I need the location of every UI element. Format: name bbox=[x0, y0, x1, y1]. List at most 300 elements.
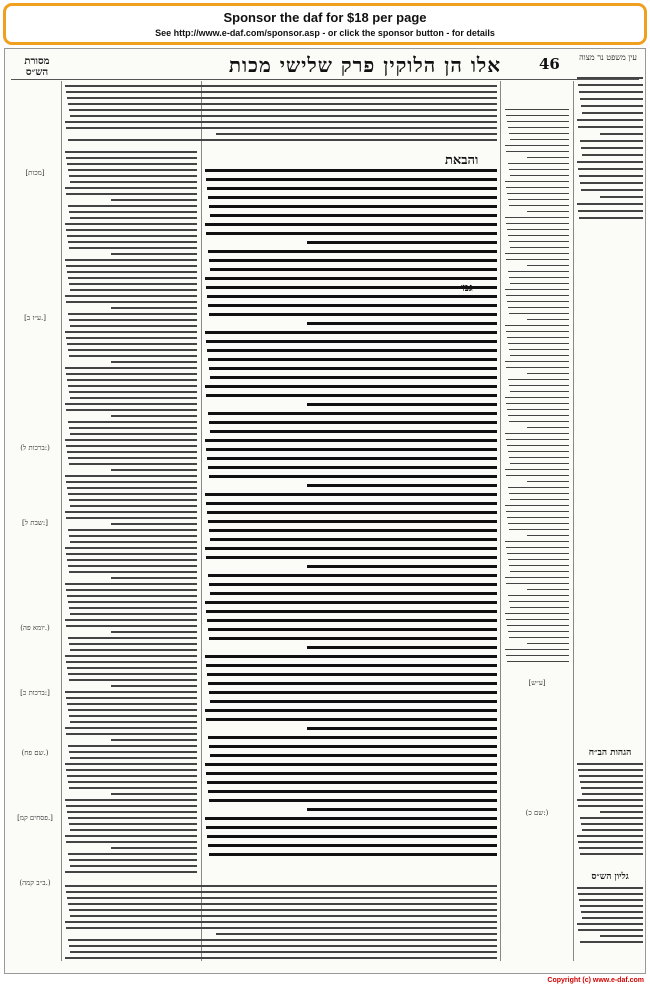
text-line bbox=[581, 911, 643, 913]
text-line bbox=[508, 451, 569, 452]
text-line bbox=[506, 259, 569, 260]
text-line bbox=[65, 151, 197, 153]
text-line bbox=[505, 289, 569, 290]
text-line bbox=[206, 340, 497, 343]
text-line bbox=[68, 421, 197, 423]
text-line bbox=[577, 203, 643, 205]
text-line bbox=[510, 175, 569, 176]
text-line bbox=[510, 571, 569, 572]
text-line bbox=[509, 601, 569, 602]
text-line bbox=[577, 923, 643, 925]
text-line bbox=[506, 331, 569, 332]
margin-note: (ברכות ל:) bbox=[20, 444, 50, 452]
text-line bbox=[66, 891, 497, 893]
text-line bbox=[577, 119, 643, 121]
margin-note: (שם כ:) bbox=[525, 809, 549, 817]
text-line bbox=[582, 829, 643, 831]
text-line bbox=[208, 682, 497, 685]
text-line bbox=[578, 210, 643, 212]
text-line bbox=[577, 799, 643, 801]
text-line bbox=[208, 574, 497, 577]
text-line bbox=[506, 367, 569, 368]
gilyon-notes bbox=[577, 887, 643, 947]
text-line bbox=[582, 793, 643, 795]
column-divider-inner-left bbox=[201, 81, 202, 961]
text-line bbox=[210, 538, 497, 541]
text-line bbox=[65, 475, 197, 477]
text-line bbox=[68, 637, 197, 639]
text-line bbox=[527, 589, 569, 590]
text-line bbox=[209, 421, 497, 424]
text-line bbox=[66, 193, 197, 195]
text-line bbox=[505, 541, 569, 542]
sponsor-banner[interactable] bbox=[3, 3, 647, 45]
text-line bbox=[68, 601, 197, 603]
text-line bbox=[207, 511, 497, 514]
text-line bbox=[206, 664, 497, 667]
text-line bbox=[66, 625, 197, 627]
text-line bbox=[210, 376, 497, 379]
text-line bbox=[206, 556, 497, 559]
text-line bbox=[66, 769, 197, 771]
text-line bbox=[582, 917, 643, 919]
text-line bbox=[207, 457, 497, 460]
hagahot-notes bbox=[577, 763, 643, 863]
text-line bbox=[65, 259, 197, 261]
text-line bbox=[577, 161, 643, 163]
text-line bbox=[69, 247, 197, 249]
text-line bbox=[68, 313, 197, 315]
text-line bbox=[505, 433, 569, 434]
text-line bbox=[307, 565, 497, 568]
text-line bbox=[209, 583, 497, 586]
margin-note: [מכות] bbox=[25, 169, 45, 177]
text-line bbox=[65, 691, 197, 693]
chapter-title: אלו הן הלוקין פרק שלישי מכות bbox=[228, 53, 502, 77]
sponsor-banner-title: Sponsor the daf for $18 per page bbox=[223, 10, 427, 25]
text-line bbox=[307, 322, 497, 325]
text-line bbox=[581, 189, 643, 191]
text-line bbox=[510, 607, 569, 608]
text-line bbox=[506, 151, 569, 152]
text-line bbox=[581, 105, 643, 107]
text-line bbox=[505, 577, 569, 578]
masoret-hashas-heading: מסורת הש״ס bbox=[24, 56, 50, 78]
text-line bbox=[506, 439, 569, 440]
text-line bbox=[581, 147, 643, 149]
text-line bbox=[580, 905, 643, 907]
text-line bbox=[69, 355, 197, 357]
text-line bbox=[68, 939, 497, 941]
text-line bbox=[205, 493, 497, 496]
text-line bbox=[66, 733, 197, 735]
text-line bbox=[577, 763, 643, 765]
margin-note: [שבת ל:] bbox=[22, 519, 48, 527]
text-line bbox=[65, 871, 197, 873]
text-line bbox=[507, 409, 569, 410]
text-line bbox=[205, 331, 497, 334]
text-line bbox=[506, 403, 569, 404]
text-line bbox=[66, 445, 197, 447]
copyright-link[interactable]: Copyright (c) www.e-daf.com bbox=[547, 977, 644, 984]
text-line bbox=[205, 277, 497, 280]
text-line bbox=[65, 619, 197, 621]
text-line bbox=[70, 915, 497, 917]
text-line bbox=[69, 109, 497, 111]
text-line bbox=[69, 859, 197, 861]
text-line bbox=[207, 295, 497, 298]
text-line bbox=[508, 559, 569, 560]
text-line bbox=[207, 781, 497, 784]
rashi-commentary-bottom bbox=[65, 885, 497, 965]
text-line bbox=[65, 295, 197, 297]
text-line bbox=[206, 772, 497, 775]
text-line bbox=[579, 775, 643, 777]
text-line bbox=[506, 295, 569, 296]
text-line bbox=[66, 661, 197, 663]
text-line bbox=[527, 643, 569, 644]
text-line bbox=[69, 175, 197, 177]
text-line bbox=[67, 271, 197, 273]
text-line bbox=[581, 787, 643, 789]
text-line bbox=[506, 475, 569, 476]
text-line bbox=[505, 469, 569, 470]
text-line bbox=[68, 385, 197, 387]
text-line bbox=[65, 547, 197, 549]
text-line bbox=[509, 493, 569, 494]
text-line bbox=[508, 235, 569, 236]
text-line bbox=[68, 781, 197, 783]
text-line bbox=[581, 823, 643, 825]
text-line bbox=[507, 625, 569, 626]
text-line bbox=[70, 757, 197, 759]
text-line bbox=[507, 121, 569, 122]
text-line bbox=[579, 91, 643, 93]
text-line bbox=[507, 229, 569, 230]
text-line bbox=[208, 466, 497, 469]
text-line bbox=[66, 409, 197, 411]
text-line bbox=[65, 511, 197, 513]
text-line bbox=[206, 502, 497, 505]
text-line bbox=[578, 805, 643, 807]
text-line bbox=[66, 337, 197, 339]
text-line bbox=[505, 217, 569, 218]
text-line bbox=[68, 103, 497, 105]
text-line bbox=[507, 445, 569, 446]
text-line bbox=[506, 223, 569, 224]
text-line bbox=[111, 361, 197, 363]
text-line bbox=[70, 115, 497, 117]
text-line bbox=[68, 903, 497, 905]
text-line bbox=[69, 571, 197, 573]
sponsor-banner-link[interactable]: See http://www.e-daf.com/sponsor.asp - or click the sponsor button - for details bbox=[155, 28, 495, 38]
text-line bbox=[65, 835, 197, 837]
text-line bbox=[205, 547, 497, 550]
text-line bbox=[67, 775, 197, 777]
text-line bbox=[510, 139, 569, 140]
text-line bbox=[69, 499, 197, 501]
text-line bbox=[307, 646, 497, 649]
text-line bbox=[216, 933, 497, 935]
text-line bbox=[205, 709, 497, 712]
text-line bbox=[509, 565, 569, 566]
text-line bbox=[505, 361, 569, 362]
text-line bbox=[580, 781, 643, 783]
text-line bbox=[70, 433, 197, 435]
text-line bbox=[66, 127, 497, 129]
text-line bbox=[505, 253, 569, 254]
text-line bbox=[580, 853, 643, 855]
text-line bbox=[66, 157, 197, 159]
text-line bbox=[210, 754, 497, 757]
text-line bbox=[208, 628, 497, 631]
text-line bbox=[578, 84, 643, 86]
text-line bbox=[111, 577, 197, 579]
text-line bbox=[527, 265, 569, 266]
text-line bbox=[65, 187, 197, 189]
text-line bbox=[67, 703, 197, 705]
text-line bbox=[508, 343, 569, 344]
text-line bbox=[508, 631, 569, 632]
text-line bbox=[68, 529, 197, 531]
text-line bbox=[67, 379, 197, 381]
text-line bbox=[508, 307, 569, 308]
text-line bbox=[111, 739, 197, 741]
text-line bbox=[69, 643, 197, 645]
text-line bbox=[66, 697, 197, 699]
margin-note: (ב״ב קמה.) bbox=[19, 879, 51, 887]
text-line bbox=[208, 736, 497, 739]
text-line bbox=[67, 163, 197, 165]
text-line bbox=[65, 655, 197, 657]
text-line bbox=[307, 403, 497, 406]
text-line bbox=[507, 517, 569, 518]
text-line bbox=[307, 808, 497, 811]
text-line bbox=[70, 613, 197, 615]
text-line bbox=[68, 493, 197, 495]
text-line bbox=[505, 109, 569, 110]
text-line bbox=[205, 385, 497, 388]
text-line bbox=[65, 223, 197, 225]
text-line bbox=[509, 277, 569, 278]
text-line bbox=[69, 463, 197, 465]
text-line bbox=[508, 523, 569, 524]
text-line bbox=[206, 394, 497, 397]
text-line bbox=[67, 667, 197, 669]
margin-note: (יומא פה.) bbox=[20, 624, 50, 632]
ein-mishpat-heading: עין משפט נר מצוה bbox=[579, 53, 637, 62]
text-line bbox=[508, 127, 569, 128]
text-line bbox=[70, 217, 197, 219]
text-line bbox=[510, 355, 569, 356]
text-line bbox=[205, 169, 497, 172]
text-line bbox=[509, 133, 569, 134]
text-line bbox=[69, 909, 497, 911]
text-line bbox=[208, 196, 497, 199]
header-divider bbox=[11, 79, 639, 80]
text-line bbox=[69, 535, 197, 537]
text-line bbox=[69, 319, 197, 321]
text-line bbox=[510, 247, 569, 248]
text-line bbox=[65, 957, 497, 959]
text-line bbox=[208, 520, 497, 523]
text-line bbox=[206, 232, 497, 235]
text-line bbox=[70, 505, 197, 507]
text-line bbox=[68, 457, 197, 459]
text-line bbox=[68, 745, 197, 747]
text-line bbox=[65, 85, 497, 87]
text-line bbox=[307, 727, 497, 730]
text-line bbox=[505, 325, 569, 326]
text-line bbox=[209, 475, 497, 478]
text-line bbox=[509, 421, 569, 422]
text-line bbox=[207, 619, 497, 622]
text-line bbox=[70, 649, 197, 651]
text-line bbox=[505, 613, 569, 614]
text-line bbox=[507, 661, 569, 662]
text-line bbox=[600, 133, 643, 135]
text-line bbox=[206, 286, 497, 289]
text-line bbox=[70, 289, 197, 291]
text-line bbox=[68, 349, 197, 351]
text-line bbox=[505, 505, 569, 506]
text-line bbox=[208, 844, 497, 847]
rashi-side-column bbox=[505, 109, 569, 669]
text-line bbox=[65, 439, 197, 441]
text-line bbox=[600, 935, 643, 937]
text-line bbox=[66, 517, 197, 519]
text-line bbox=[70, 829, 197, 831]
text-line bbox=[508, 595, 569, 596]
text-line bbox=[580, 140, 643, 142]
rashi-commentary-top bbox=[65, 85, 497, 147]
gemara-main-text bbox=[205, 169, 497, 869]
text-line bbox=[68, 817, 197, 819]
text-line bbox=[579, 175, 643, 177]
text-line bbox=[577, 887, 643, 889]
text-line bbox=[509, 313, 569, 314]
text-line bbox=[205, 763, 497, 766]
text-line bbox=[506, 187, 569, 188]
text-line bbox=[66, 927, 497, 929]
text-line bbox=[205, 601, 497, 604]
text-line bbox=[579, 899, 643, 901]
text-line bbox=[67, 559, 197, 561]
text-line bbox=[577, 77, 643, 79]
text-line bbox=[66, 301, 197, 303]
text-line bbox=[69, 945, 497, 947]
margin-note: [פסחים קמ.] bbox=[17, 814, 53, 822]
text-line bbox=[510, 283, 569, 284]
margin-note: [ע״ש] bbox=[528, 679, 546, 687]
talmud-page bbox=[4, 48, 646, 974]
text-line bbox=[68, 205, 197, 207]
text-line bbox=[307, 484, 497, 487]
text-line bbox=[508, 379, 569, 380]
text-line bbox=[66, 229, 197, 231]
text-line bbox=[65, 885, 497, 887]
text-line bbox=[508, 163, 569, 164]
text-line bbox=[508, 487, 569, 488]
margin-note: (שם פח.) bbox=[21, 749, 49, 757]
text-line bbox=[207, 835, 497, 838]
text-line bbox=[65, 121, 497, 123]
text-line bbox=[210, 214, 497, 217]
text-line bbox=[66, 373, 197, 375]
text-line bbox=[70, 181, 197, 183]
text-line bbox=[68, 709, 197, 711]
text-line bbox=[509, 529, 569, 530]
text-line bbox=[66, 589, 197, 591]
text-line bbox=[65, 367, 197, 369]
text-line bbox=[506, 511, 569, 512]
text-line bbox=[67, 343, 197, 345]
column-divider-inner-right bbox=[500, 81, 501, 961]
text-line bbox=[65, 921, 497, 923]
text-line bbox=[578, 769, 643, 771]
margin-note: [ברכות כ:] bbox=[20, 689, 50, 697]
text-line bbox=[210, 430, 497, 433]
text-line bbox=[70, 721, 197, 723]
text-line bbox=[70, 397, 197, 399]
text-line bbox=[210, 592, 497, 595]
text-line bbox=[209, 745, 497, 748]
column-divider-left bbox=[61, 81, 62, 961]
text-line bbox=[206, 826, 497, 829]
text-line bbox=[70, 951, 497, 953]
text-line bbox=[111, 847, 197, 849]
text-line bbox=[111, 631, 197, 633]
text-line bbox=[578, 893, 643, 895]
text-line bbox=[509, 385, 569, 386]
text-line bbox=[600, 196, 643, 198]
text-line bbox=[578, 929, 643, 931]
text-line bbox=[527, 373, 569, 374]
text-line bbox=[527, 427, 569, 428]
text-line bbox=[209, 853, 497, 856]
text-line bbox=[505, 397, 569, 398]
text-line bbox=[508, 199, 569, 200]
dibur-hamatchil: והבאת bbox=[445, 153, 479, 168]
text-line bbox=[111, 469, 197, 471]
text-line bbox=[67, 811, 197, 813]
text-line bbox=[207, 349, 497, 352]
text-line bbox=[69, 751, 197, 753]
text-line bbox=[510, 463, 569, 464]
text-line bbox=[506, 619, 569, 620]
text-line bbox=[65, 403, 197, 405]
text-line bbox=[207, 187, 497, 190]
text-line bbox=[67, 595, 197, 597]
text-line bbox=[65, 763, 197, 765]
text-line bbox=[507, 553, 569, 554]
text-line bbox=[208, 790, 497, 793]
text-line bbox=[210, 268, 497, 271]
text-line bbox=[510, 391, 569, 392]
text-line bbox=[69, 607, 197, 609]
text-line bbox=[505, 181, 569, 182]
text-line bbox=[67, 487, 197, 489]
text-line bbox=[206, 610, 497, 613]
text-line bbox=[65, 583, 197, 585]
text-line bbox=[209, 259, 497, 262]
text-line bbox=[68, 673, 197, 675]
text-line bbox=[69, 427, 197, 429]
text-line bbox=[527, 157, 569, 158]
gilyon-hashas-heading: גליון הש״ס bbox=[591, 872, 629, 882]
text-line bbox=[207, 673, 497, 676]
text-line bbox=[66, 553, 197, 555]
